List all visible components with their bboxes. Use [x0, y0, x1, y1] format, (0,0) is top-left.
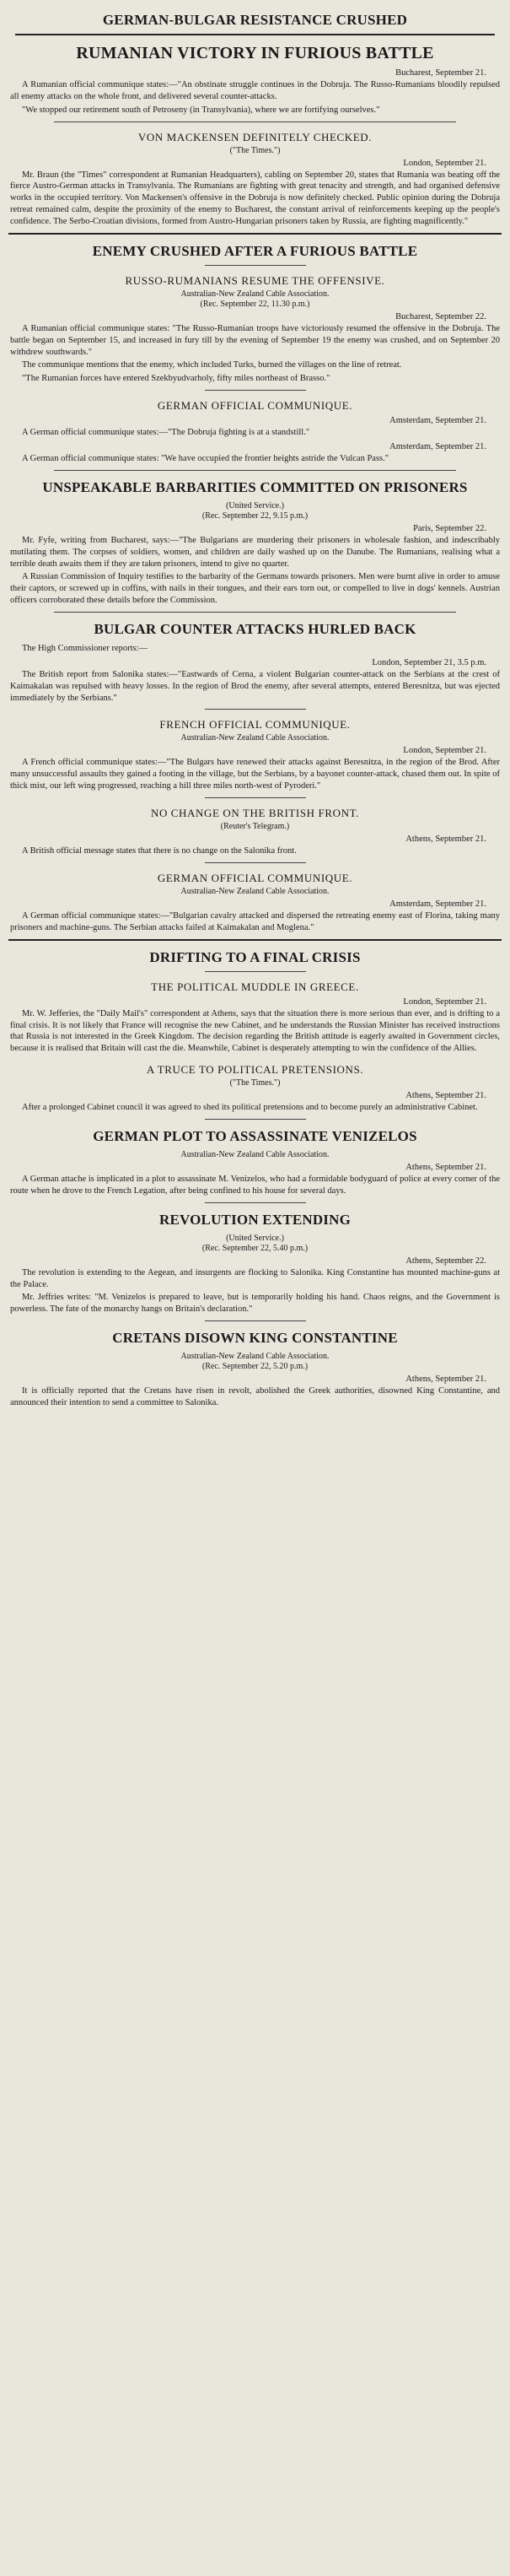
source-line: ("The Times.")	[229, 145, 281, 155]
headline: GERMAN PLOT TO ASSASSINATE VENIZELOS	[93, 1127, 417, 1144]
headline: CRETANS DISOWN KING CONSTANTINE	[112, 1330, 398, 1347]
headline: VON MACKENSEN DEFINITELY CHECKED.	[137, 130, 373, 143]
divider	[205, 1119, 306, 1120]
article-french-communique	[3, 718, 507, 792]
dateline: Athens, September 21.	[405, 834, 486, 845]
divider	[205, 971, 306, 972]
headline: FRENCH OFFICIAL COMMUNIQUE.	[159, 718, 351, 732]
paragraph: A German attache is implicated in a plot to assassinate M. Venizelos, who had a formidable bodyguard of police at every corner of the route when he drove to the French Legation, after being confined to his house for several days.	[10, 1174, 500, 1196]
dateline: Athens, September 22.	[405, 1256, 486, 1266]
source-line: Australian-New Zealand Cable Association.	[180, 289, 330, 299]
source-line: Australian-New Zealand Cable Association.	[180, 1149, 330, 1159]
headline: BULGAR COUNTER ATTACKS HURLED BACK	[94, 621, 416, 638]
paragraph: A Rumanian official communique states:—"An obstinate struggle continues in the Dobruja. The Russo-Rumanians bloodily repulsed all enemy attacks on the whole front, and delivered several counter-attacks.	[10, 80, 500, 101]
dateline: Amsterdam, September 21.	[389, 442, 486, 452]
source-line: Australian-New Zealand Cable Association.	[180, 886, 330, 896]
paragraph: A Rumanian official communique states: "The Russo-Rumanian troops have victoriously resumed the offensive in the Dobruja. The battle began on September 15, and increased in fury till by the evening of September 19 the enemy was crushed, and on September 20 withdrew southwards."	[10, 323, 500, 357]
dateline: London, September 21.	[403, 158, 486, 168]
paragraph: "We stopped our retirement south of Petroseny (in Transylvania), where we are fortifying ourselves."	[22, 105, 380, 115]
article-barbarities	[3, 479, 507, 607]
paragraph: The communique mentions that the enemy, which included Turks, burned the villages on the line of retreat.	[22, 360, 402, 370]
headline: A TRUCE TO POLITICAL PRETENSIONS.	[146, 1063, 364, 1077]
dateline: Bucharest, September 21.	[395, 68, 486, 78]
paragraph: Mr. Fyfe, writing from Bucharest, says:—"The Bulgarians are murdering their prisoners in wholesale fashion, and indescribably mutilating them. The corpses of soldiers, women, and children are daily washed up on the Danube. The Rumanians, realising what a terrible death awaits them if they are taken prisoners, intend to give no quarter.	[10, 535, 500, 569]
paragraph: A German official communique states: "We have occupied the frontier heights astride the Vulcan Pass."	[22, 454, 389, 464]
paragraph: A Russian Commission of Inquiry testifies to the barbarity of the Germans towards prisoners. Men were burnt alive in order to amuse their captors, or screwed up in coffins, with nails in their tongues, and their ears torn out, or compelled to live in dogs' kennels. Austrian officers corroborated these details before the Commission.	[10, 572, 500, 606]
headline: NO CHANGE ON THE BRITISH FRONT.	[150, 807, 360, 820]
paragraph: "The Rumanian forces have entered Szekbyudvarholy, fifty miles northeast of Brasso."	[22, 374, 330, 384]
article-german-communique-2	[3, 872, 507, 934]
article-venizelos-plot	[3, 1128, 507, 1197]
article-enemy-crushed	[3, 243, 507, 385]
article-revolution	[3, 1212, 507, 1315]
subheadline: RUMANIAN VICTORY IN FURIOUS BATTLE	[76, 44, 434, 62]
received-line: (Rec. September 22, 5.40 p.m.)	[201, 1243, 309, 1253]
article-british-front	[3, 807, 507, 857]
dateline: Athens, September 21.	[405, 1162, 486, 1172]
source-line: Australian-New Zealand Cable Association.	[180, 1352, 330, 1362]
divider	[205, 1202, 306, 1203]
divider	[54, 470, 456, 471]
subheadline: THE POLITICAL MUDDLE IN GREECE.	[151, 980, 359, 993]
paragraph: A French official communique states:—"The Bulgars have renewed their attacks against Beresnitza, in the region of the Brod. After many unsuccessful assaults they gained a footing in the village, but the Serbians, by a bayonet counter-attack, chased them out. In spite of thick mist, our left wing progressed, reaching a hill three miles north-west of Pyroderi."	[10, 758, 500, 791]
newspaper-page	[3, 0, 507, 1414]
dateline: Athens, September 21.	[405, 1374, 486, 1385]
paragraph: The British report from Salonika states:—"Eastwards of Cerna, a violent Bulgarian counter-attack on the Serbians at the crest of Kaimakalan was repulsed with heavy losses. In the region of Brod the enemy, after several attempts, entered Beresnitza, but was ejected immediately by the Serbians."	[10, 669, 500, 703]
dateline: Amsterdam, September 21.	[389, 899, 486, 909]
divider	[8, 939, 502, 941]
paragraph: After a prolonged Cabinet council it was agreed to shed its political pretensions and to become purely an administrative Cabinet.	[22, 1103, 478, 1113]
headline: GERMAN OFFICIAL COMMUNIQUE.	[157, 399, 353, 413]
headline: DRIFTING TO A FINAL CRISIS	[149, 948, 361, 965]
article-truce	[3, 1063, 507, 1114]
paragraph: The High Commissioner reports:—	[22, 644, 148, 654]
dateline: Bucharest, September 22.	[395, 311, 486, 321]
article-german-bulgar-resistance	[3, 12, 507, 116]
dateline: London, September 21.	[403, 746, 486, 756]
source-line: (Reuter's Telegram.)	[220, 822, 290, 832]
divider	[15, 34, 495, 35]
headline: UNSPEAKABLE BARBARITIES COMMITTED ON PRISONERS	[42, 478, 468, 495]
headline: ENEMY CRUSHED AFTER A FURIOUS BATTLE	[92, 242, 418, 259]
dateline: Paris, September 22.	[413, 523, 486, 533]
source-line: (United Service.)	[226, 500, 284, 510]
dateline: Athens, September 21.	[405, 1091, 486, 1101]
divider	[205, 1320, 306, 1321]
received-line: (Rec. September 22, 11.30 p.m.)	[200, 299, 310, 309]
paragraph: Mr. Jeffries writes: "M. Venizelos is prepared to leave, but is temporarily holding his hand. Chaos reigns, and the Government is powerless. The fate of the monarchy hangs on Britain's declaration."	[10, 1293, 500, 1315]
divider	[205, 265, 306, 266]
dateline: London, September 21, 3.5 p.m.	[372, 657, 486, 667]
headline: GERMAN-BULGAR RESISTANCE CRUSHED	[102, 12, 408, 28]
divider	[205, 709, 306, 710]
dateline: London, September 21.	[403, 996, 486, 1007]
article-cretans	[3, 1330, 507, 1409]
paragraph: A German official communique states:—"The Dobruja fighting is at a standstill."	[22, 428, 310, 438]
received-line: (Rec. September 22, 5.20 p.m.)	[201, 1362, 309, 1372]
paragraph: A German official communique states:—"Bulgarian cavalry attacked and dispersed the retreating enemy east of Florina, taking many prisoners and machine-guns. The Serbian attacks failed at Kaimakalan and Moglena."	[10, 910, 500, 932]
paragraph: Mr. W. Jefferies, the "Daily Mail's" correspondent at Athens, says that the situation there is more serious than ever, and is drifting to a final crisis. It is not likely that France will recognise the new Cabinet, and he understands the Russian Minister has received instructions that Russia is not interested in the Greek Kingdom. The decision regarding the British attitude is eagerly awaited in Government circles, because it is realised that Britain will cast the die. Meanwhile, Cabinet is desperately attempting to win the confidence of the Allies.	[10, 1008, 500, 1054]
divider	[8, 233, 502, 235]
paragraph: Mr. Braun (the "Times" correspondent at Rumanian Headquarters), cabling on September 20, states that Rumania was beating off the fierce Austro-German attacks in Transylvania. The Rumanians are fighting with great tenacity and strength, and had organised defensive works in the occupied territory. Von Mackensen's offensive in the Dobruja is now definitely checked. Public opinion during the Dobruja retreat remained calm, despite the proximity of the enemy to Bucharest, the constant arrival of reinforcements keeping up the people's confidence. The Serbo-Croatian divisions, formed from Austro-Hungarian prisoners taken by Russia, are fighting magnificently."	[10, 170, 500, 227]
article-german-communique-1	[3, 399, 507, 465]
article-final-crisis	[3, 949, 507, 1055]
article-bulgar-counter-attacks	[3, 621, 507, 704]
received-line: (Rec. September 22, 9.15 p.m.)	[201, 510, 309, 521]
paragraph: The revolution is extending to the Aegean, and insurgents are flocking to Salonika. King Constantine has mounted machine-guns at the Palace.	[10, 1267, 500, 1289]
source-line: Australian-New Zealand Cable Association.	[180, 733, 330, 743]
divider	[205, 390, 306, 391]
paragraph: A British official message states that there is no change on the Salonika front.	[22, 846, 297, 856]
article-mackensen-checked	[3, 131, 507, 228]
headline: REVOLUTION EXTENDING	[158, 1211, 352, 1228]
source-line: ("The Times.")	[229, 1078, 281, 1088]
divider	[205, 797, 306, 798]
divider	[54, 612, 456, 613]
subheadline: RUSSO-RUMANIANS RESUME THE OFFENSIVE.	[125, 273, 385, 287]
headline: GERMAN OFFICIAL COMMUNIQUE.	[157, 871, 353, 884]
divider	[205, 862, 306, 863]
source-line: (United Service.)	[226, 1233, 284, 1243]
dateline: Amsterdam, September 21.	[389, 416, 486, 426]
paragraph: It is officially reported that the Cretans have risen in revolt, abolished the Greek authorities, disowned King Constantine, and announced their intention to send a committee to Salonika.	[10, 1386, 500, 1407]
